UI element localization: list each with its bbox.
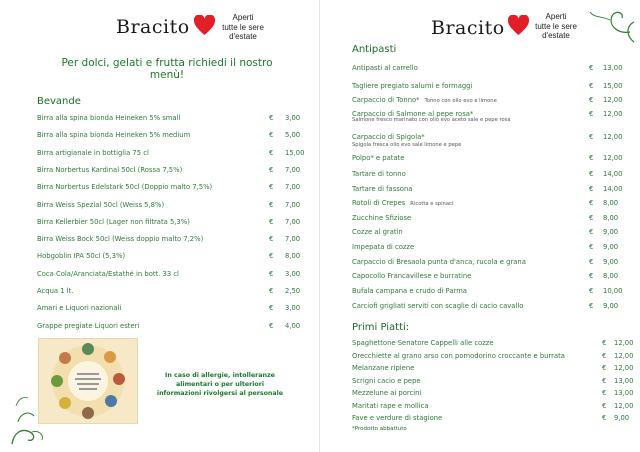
item-name: Birra Norbertus Kardinal 50cl (Rossa 7,5%)	[37, 165, 183, 174]
item-name: Rotoli di Crepes	[352, 199, 406, 207]
item-name: Amari e Liquori nazionali	[37, 304, 122, 313]
currency-symbol: €	[589, 214, 594, 222]
currency-symbol: €	[602, 376, 607, 385]
antipasto-row	[352, 226, 634, 238]
right-page	[320, 0, 640, 452]
item-name: Birra artigianale in bottiglia 75 cl	[37, 148, 149, 157]
item-name: Orecchiette al grano arso con pomodorino croccante e burrata	[352, 351, 565, 360]
currency-symbol: €	[602, 414, 607, 422]
item-price: 12,00	[614, 339, 634, 347]
currency-symbol: €	[589, 110, 594, 118]
item-price: 5,00	[285, 131, 301, 140]
currency-symbol: €	[269, 200, 274, 209]
currency-symbol: €	[589, 154, 594, 162]
salmone-description: Salmone fresco marinato con olio evo aceto sale e pepe rosa	[352, 117, 511, 123]
currency-symbol: €	[589, 185, 594, 193]
currency-symbol: €	[602, 351, 607, 360]
beverage-row	[37, 199, 302, 211]
item-name: Hobgoblin IPA 50cl (5,3%)	[37, 252, 126, 261]
item-price: 12,00	[603, 110, 623, 118]
antipasto-row	[352, 285, 634, 297]
item-price: 12,00	[614, 401, 634, 410]
item-subtitle: Tonno con olio evo e limone	[424, 98, 497, 104]
currency-symbol: €	[269, 165, 274, 174]
antipasto-row	[352, 80, 634, 92]
item-name: Capocollo Francavillese e burratine	[352, 272, 472, 280]
currency-symbol: €	[589, 243, 594, 251]
item-price: 12,00	[603, 96, 623, 104]
item-price: 13,00	[614, 376, 634, 385]
item-name: Maritati rape e mollica	[352, 401, 429, 410]
primo-row	[352, 362, 634, 374]
item-name: Fave e verdure di stagione	[352, 414, 443, 422]
allergy-note: In caso di allergie, intolleranze alimentari o per ulteriori informazioni rivolgersi al personale	[156, 372, 284, 397]
currency-symbol: €	[589, 170, 594, 178]
item-price: 3,00	[285, 269, 301, 278]
item-name: Scrigni cacio e pepe	[352, 376, 421, 385]
item-name: Antipasti al carrello	[352, 64, 418, 72]
item-name: Acqua 1 lt.	[37, 287, 74, 295]
item-name: Birra Weiss Bock 50cl (Weiss doppio malto 7,2%)	[37, 235, 204, 244]
currency-symbol: €	[269, 217, 274, 226]
item-price: 8,00	[603, 214, 619, 222]
item-price: 12,00	[603, 133, 623, 141]
item-price: 9,00	[603, 243, 619, 251]
beverage-row	[37, 285, 302, 297]
currency-symbol: €	[269, 304, 274, 313]
beverage-row	[37, 216, 302, 228]
antipasto-row	[352, 241, 634, 253]
item-price: 12,00	[614, 364, 634, 372]
item-name: Tagliere pregiato salumi e formaggi	[352, 82, 473, 90]
item-name: Impepata di cozze	[352, 243, 415, 251]
antipasto-row	[352, 183, 634, 195]
footnote: *Prodotto abbattuto	[352, 426, 407, 432]
primo-row	[352, 400, 634, 412]
primo-row	[352, 337, 634, 349]
currency-symbol: €	[589, 302, 594, 310]
item-price: 8,00	[603, 272, 619, 280]
item-price: 8,00	[603, 199, 619, 207]
item-name: Zucchine Sfiziose	[352, 214, 412, 222]
item-name: Carpaccio di Salmone al pepe rosa*	[352, 110, 474, 118]
brand-title: Bracito	[431, 17, 505, 39]
antipasto-row	[352, 270, 634, 282]
item-name: Carpaccio di Spigola*	[352, 133, 425, 141]
item-price: 12,00	[603, 154, 623, 162]
beverage-row	[37, 320, 302, 332]
beverage-row	[37, 164, 302, 176]
dessert-hint: Per dolci, gelati e frutta richiedi il nostro menù!	[61, 57, 273, 81]
beverage-row	[37, 112, 302, 124]
currency-symbol: €	[269, 148, 274, 157]
currency-symbol: €	[602, 339, 607, 347]
item-price: 9,00	[603, 228, 619, 236]
item-price: 3,00	[285, 114, 301, 122]
antipasto-row	[352, 62, 634, 74]
item-price: 9,00	[614, 414, 630, 422]
antipasto-row	[352, 197, 634, 209]
currency-symbol: €	[269, 321, 274, 330]
antipasti-heading: Antipasti	[352, 44, 397, 55]
item-name: Grappe pregiate Liquori esteri	[37, 321, 140, 330]
item-name: Carciofi grigliati serviti con scaglie di cacio cavallo	[352, 302, 524, 310]
currency-symbol: €	[589, 199, 594, 207]
currency-symbol: €	[602, 364, 607, 372]
antipasto-row	[352, 256, 634, 268]
item-subtitle: Ricotta e spinaci	[410, 201, 454, 207]
currency-symbol: €	[602, 401, 607, 410]
currency-symbol: €	[589, 228, 594, 236]
open-notice: Aperti tutte le sere d'estate	[535, 12, 577, 40]
item-name: Coca Cola/Aranciata/Estathé in bott. 33 cl	[37, 269, 179, 278]
brand-title: Bracito	[116, 16, 190, 38]
spigola-description: Spigola fresca olio evo sale limone e pepe	[352, 142, 462, 148]
item-name: Tartare di fassona	[352, 185, 413, 193]
item-name: Carpaccio di Tonno*	[352, 96, 420, 104]
allergens-chart	[38, 338, 138, 424]
currency-symbol: €	[589, 64, 594, 72]
currency-symbol: €	[269, 235, 274, 244]
item-price: 7,00	[285, 217, 301, 226]
antipasto-row	[352, 94, 634, 106]
antipasto-row	[352, 168, 634, 180]
item-price: 8,00	[285, 252, 301, 261]
item-price: 13,00	[614, 389, 634, 397]
item-name: Spaghettone Senatore Cappelli alle cozze	[352, 339, 494, 347]
currency-symbol: €	[589, 258, 594, 266]
item-price: 15,00	[603, 82, 623, 90]
item-price: 15,00	[285, 148, 305, 157]
beverage-row	[37, 250, 302, 262]
item-price: 7,00	[285, 183, 301, 192]
primo-row	[352, 387, 634, 399]
currency-symbol: €	[589, 272, 594, 280]
item-price: 9,00	[603, 302, 619, 310]
item-price: 7,00	[285, 165, 301, 174]
currency-symbol: €	[589, 133, 594, 141]
item-price: 2,50	[285, 287, 301, 295]
item-name: Birra alla spina bionda Heineken 5% medium	[37, 131, 191, 140]
primi-heading: Primi Piatti:	[352, 322, 410, 333]
antipasto-row	[352, 152, 634, 164]
currency-symbol: €	[269, 114, 274, 122]
item-name: Birra Kellerbier 50cl (Lager non filtrata 5,3%)	[37, 217, 190, 226]
item-price: 14,00	[603, 170, 623, 178]
primo-row	[352, 375, 634, 387]
item-name: Birra Norbertus Edelstark 50cl (Doppio malto 7,5%)	[37, 183, 213, 192]
item-price: 7,00	[285, 200, 301, 209]
beverage-row	[37, 233, 302, 245]
bevande-heading: Bevande	[37, 96, 81, 107]
item-price: 9,00	[603, 258, 619, 266]
item-price: 12,00	[614, 351, 634, 360]
currency-symbol: €	[269, 131, 274, 140]
item-price: 13,00	[603, 64, 623, 72]
allergens-wheel-icon	[39, 339, 137, 423]
currency-symbol: €	[269, 269, 274, 278]
swirl-ornament-icon	[8, 392, 48, 447]
currency-symbol: €	[602, 389, 607, 397]
item-name: Birra Weiss Spezial 50cl (Weiss 5,8%)	[37, 200, 165, 209]
item-price: 4,00	[285, 321, 301, 330]
item-price: 3,00	[285, 304, 301, 313]
beverage-row	[37, 147, 305, 159]
item-name: Birra alla spina bionda Heineken 5% small	[37, 114, 181, 122]
primo-row	[352, 412, 634, 424]
beverage-row	[37, 302, 302, 314]
item-price: 14,00	[603, 185, 623, 193]
item-name: Carpaccio di Bresaola punta d'anca, rucola e grana	[352, 258, 526, 266]
swirl-ornament-icon	[582, 6, 636, 46]
beverage-row	[37, 268, 302, 280]
beverage-row	[37, 129, 302, 141]
antipasto-row	[352, 212, 634, 224]
item-name: Bufala campana e crudo di Parma	[352, 287, 467, 295]
item-name: Melanzane ripiene	[352, 364, 415, 372]
item-name: Cozze al gratin	[352, 228, 403, 236]
currency-symbol: €	[589, 82, 594, 90]
currency-symbol: €	[269, 287, 274, 295]
item-price: 7,00	[285, 235, 301, 244]
antipasto-row	[352, 300, 634, 312]
open-notice: Aperti tutte le sere d'estate	[222, 13, 264, 41]
currency-symbol: €	[589, 287, 594, 295]
item-name: Tartare di tonno	[352, 170, 406, 178]
currency-symbol: €	[269, 183, 274, 192]
beverage-row	[37, 181, 302, 193]
currency-symbol: €	[589, 96, 594, 104]
item-name: Polpo* e patate	[352, 154, 405, 162]
primo-row	[352, 350, 634, 362]
currency-symbol: €	[269, 252, 274, 261]
item-name: Mezzelune ai porcini	[352, 389, 422, 397]
item-price: 10,00	[603, 287, 623, 295]
